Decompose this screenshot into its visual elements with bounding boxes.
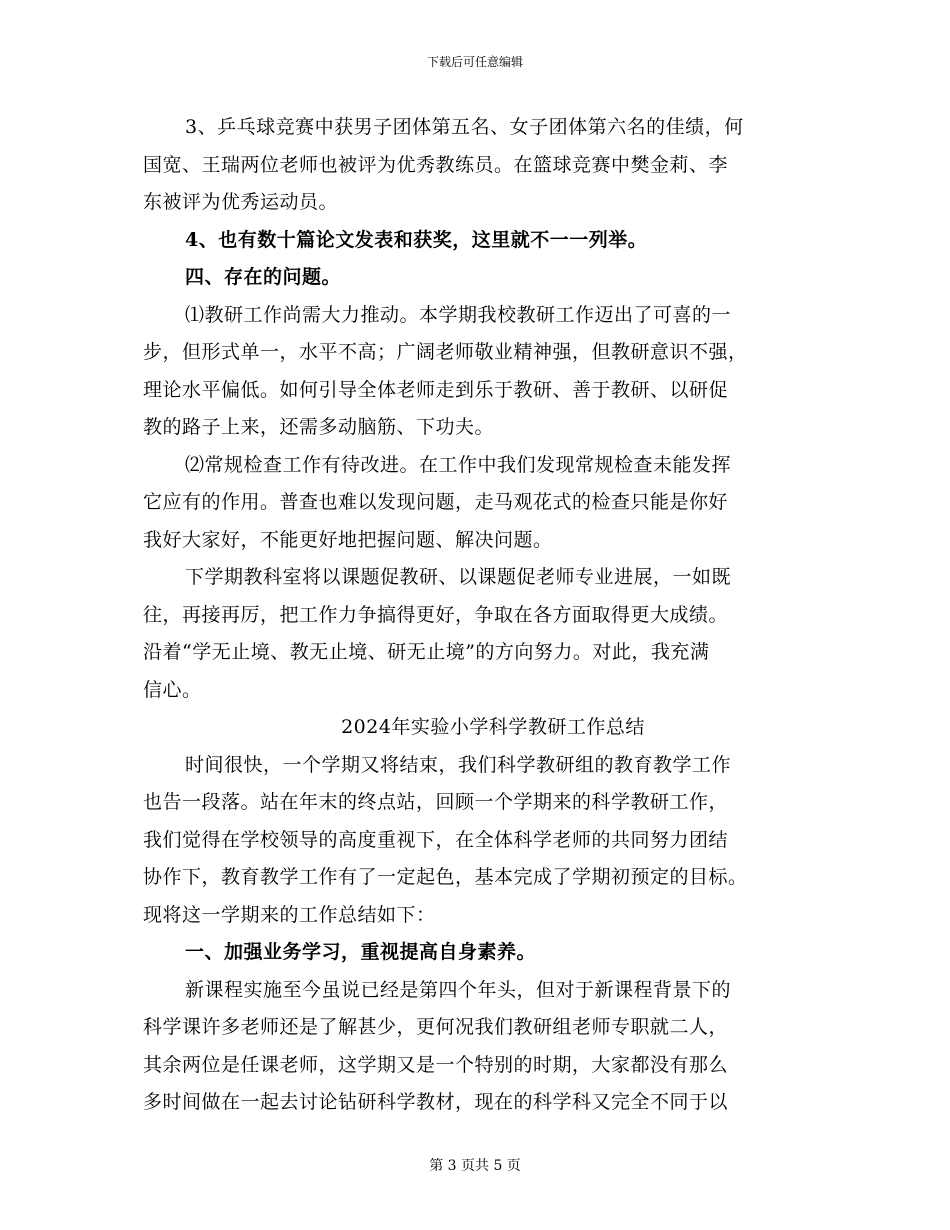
text-line: 也告一段落。站在年末的终点站，回顾一个学期来的科学教研工作， bbox=[143, 791, 729, 813]
section-heading-problems bbox=[143, 259, 813, 297]
text-line: 协作下，教育教学工作有了一定起色，基本完成了学期初预定的目标。 bbox=[143, 866, 748, 888]
text-line: 四、存在的问题。 bbox=[185, 266, 342, 288]
page-footer: 第 3 页共 5 页 bbox=[429, 1158, 521, 1174]
text-line: ⑴教研工作尚需大力推动。本学期我校教研工作迈出了可喜的一 bbox=[185, 303, 732, 326]
text-line: 科学课许多老师还是了解甚少，更何况我们教研组老师专职就二人， bbox=[143, 1016, 729, 1038]
text-line: 一、加强业务学习，重视提高自身素养。 bbox=[185, 941, 537, 963]
paragraph-item-3-pingpong bbox=[143, 109, 813, 222]
paragraph-new-curriculum bbox=[143, 972, 813, 1122]
paragraph-item-4-papers bbox=[143, 222, 813, 260]
paragraph-problem-2 bbox=[143, 447, 813, 560]
text-line: 时间很快，一个学期又将结束，我们科学教研组的教育教学工作 bbox=[185, 753, 732, 776]
text-line: 我们觉得在学校领导的高度重视下，在全体科学老师的共同努力团结 bbox=[143, 828, 729, 851]
text-line: 现将这一学期来的工作总结如下： bbox=[143, 903, 436, 926]
document-body bbox=[143, 109, 813, 1122]
paragraph-intro bbox=[143, 747, 813, 935]
text-line: 多时间做在一起去讨论钻研科学教材，现在的科学科又完全不同于以 bbox=[143, 1091, 729, 1113]
text-line: 东被评为优秀运动员。 bbox=[143, 191, 339, 213]
text-line: 4、也有数十篇论文发表和获奖，这里就不一一列举。 bbox=[185, 228, 648, 251]
text-line: 信心。 bbox=[143, 678, 202, 701]
text-line: 它应有的作用。普查也难以发现问题，走马观花式的检查只能是你好 bbox=[143, 491, 729, 513]
text-line: 教的路子上来，还需多动脑筋、下功夫。 bbox=[143, 416, 495, 438]
text-line: 国宽、王瑞两位老师也被评为优秀教练员。在篮球竞赛中樊金莉、李 bbox=[143, 153, 729, 176]
text-line: 3、乒乓球竞赛中获男子团体第五名、女子团体第六名的佳绩，何 bbox=[185, 116, 744, 138]
text-line: 往，再接再厉，把工作力争搞得更好，争取在各方面取得更大成绩。 bbox=[143, 603, 729, 626]
paragraph-next-term bbox=[143, 559, 813, 709]
document-title bbox=[143, 709, 813, 747]
text-line: 下学期教科室将以课题促教研、以课题促老师专业进展，一如既 bbox=[185, 566, 732, 588]
text-line: 我好大家好，不能更好地把握问题、解决问题。 bbox=[143, 528, 553, 551]
page-header: 下载后可任意编辑 bbox=[426, 55, 523, 69]
text-line: 新课程实施至今虽说已经是第四个年头，但对于新课程背景下的 bbox=[185, 978, 732, 1001]
text-line: 2024年实验小学科学教研工作总结 bbox=[341, 716, 645, 738]
paragraph-problem-1 bbox=[143, 297, 813, 447]
section-heading-study bbox=[143, 934, 813, 972]
text-line: 步，但形式单一，水平不高；广阔老师敬业精神强，但教研意识不强， bbox=[143, 341, 748, 363]
text-line: 沿着“学无止境、教无止境、研无止境”的方向努力。对此，我充满 bbox=[143, 641, 710, 663]
text-line: ⑵常规检查工作有待改进。在工作中我们发现常规检查未能发挥 bbox=[185, 453, 732, 476]
text-line: 其余两位是任课老师，这学期又是一个特别的时期，大家都没有那么 bbox=[143, 1053, 729, 1076]
text-line: 理论水平偏低。如何引导全体老师走到乐于教研、善于教研、以研促 bbox=[143, 378, 729, 401]
